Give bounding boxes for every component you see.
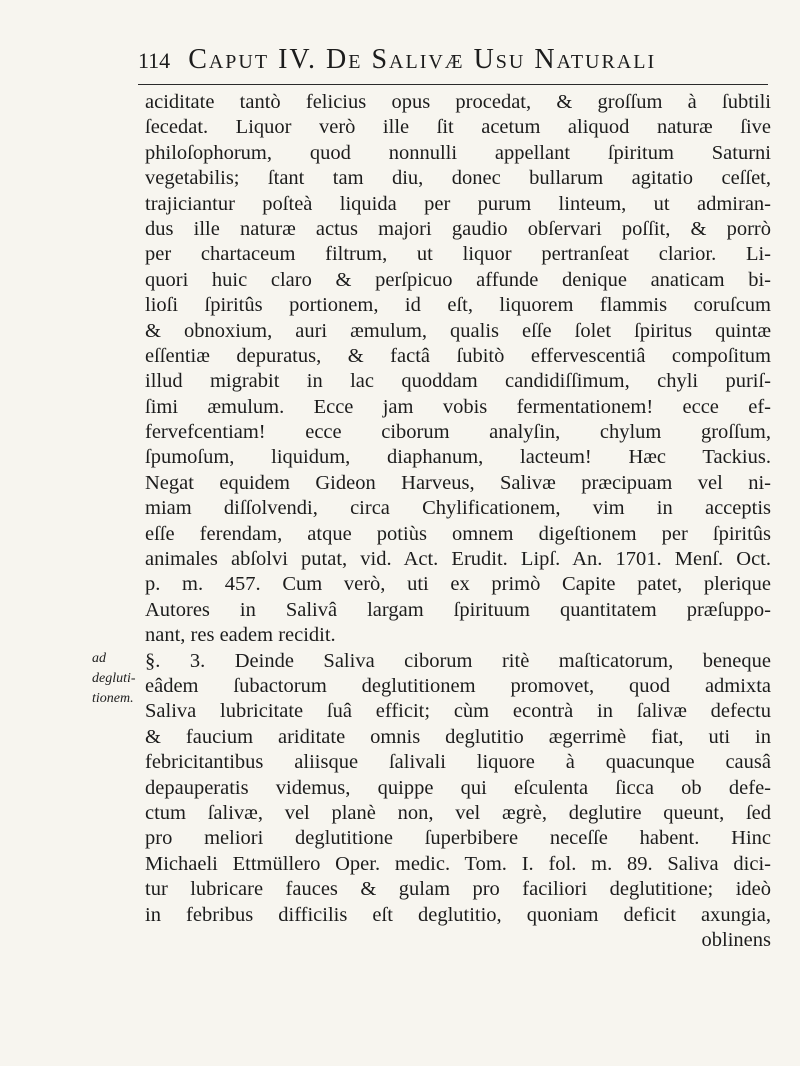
text-line: p. m. 457. Cum verò, uti ex primò Capite patet, plerique — [145, 573, 771, 596]
text-line: trajiciantur poſteà liquida per purum linteum, ut admiran- — [145, 192, 771, 215]
text-line: febricitantibus aliisque ſalivali liquore à quacunque causâ — [145, 751, 771, 774]
text-line: & faucium ariditate omnis deglutitio ægerrimè fiat, uti in — [145, 725, 771, 748]
text-line: & obnoxium, auri æmulum, qualis eſſe ſolet ſpiritus quintæ — [145, 319, 771, 342]
text-line: ctum ſalivæ, vel planè non, vel ægrè, deglutire queunt, ſed — [145, 801, 771, 824]
text-line: illud migrabit in lac quoddam candidiſſimum, chyli puriſ- — [145, 370, 771, 393]
text-line: per chartaceum filtrum, ut liquor pertranſeat clarior. Li- — [145, 243, 771, 266]
text-line: vegetabilis; ſtant tam diu, donec bullarum agitatio ceſſet, — [145, 167, 771, 190]
text-line: animales abſolvi putat, vid. Act. Erudit. Lipſ. An. 1701. Menſ. Oct. — [145, 548, 771, 571]
text-line: in febribus difficilis eſt deglutitio, quoniam deficit axungia, — [145, 903, 771, 926]
text-line: pro meliori deglutitione ſuperbibere neceſſe habent. Hinc — [145, 827, 771, 850]
text-line: ſecedat. Liquor verò ille ſit acetum aliquod naturæ ſive — [145, 116, 771, 139]
page-header — [138, 44, 768, 85]
page-number: 114 — [138, 48, 171, 73]
text-line: eſſentiæ depuratus, & factâ ſubitò effervescentiâ compoſitum — [145, 344, 771, 367]
text-line: §. 3. Deinde Saliva ciborum ritè maſticatorum, beneque — [145, 649, 771, 672]
text-line: aciditate tantò felicius opus procedat, & groſſum à ſubtili — [145, 91, 771, 113]
text-line: ſpumoſum, liquidum, diaphanum, lacteum! Hæc Tackius. — [145, 446, 771, 469]
text-line: eſſe ferendam, atque potiùs omnem digeſtionem per ſpiritûs — [145, 522, 771, 545]
text-line: quori huic claro & perſpicuo affunde denique anaticam bi- — [145, 268, 771, 291]
text-line: eâdem ſubactorum deglutitionem promovet, quod admixta — [145, 674, 771, 697]
margin-note-line: ad degluti- — [92, 651, 136, 686]
text-line: depauperatis videmus, quippe qui eſculenta ſicca ob defe- — [145, 776, 771, 799]
running-head: Caput IV. De Salivæ Usu Naturali — [188, 44, 657, 75]
text-line: tur lubricare fauces & gulam pro faciliori deglutitione; ideò — [145, 878, 771, 901]
text-line: fervefcentiam! ecce ciborum analyſin, chylum groſſum, — [145, 421, 771, 444]
text-line: nant, res eadem recidit. — [145, 624, 336, 647]
margin-note — [92, 649, 152, 709]
text-line: Negat equidem Gideon Harveus, Salivæ præcipuam vel ni- — [145, 471, 771, 494]
text-line: miam diſſolvendi, circa Chylificationem, vim in acceptis — [145, 497, 771, 520]
text-line: Michaeli Ettmüllero Oper. medic. Tom. I. fol. m. 89. Saliva dici- — [145, 852, 771, 875]
text-line: philoſophorum, quod nonnulli appellant ſpiritum Saturni — [145, 141, 771, 164]
margin-note-line: tionem. — [92, 691, 134, 706]
text-line: dus ille naturæ actus majori gaudio obſervari poſſit, & porrò — [145, 217, 771, 240]
catchword: oblinens — [701, 928, 771, 951]
text-line: Saliva lubricitate ſuâ efficit; cùm econtrà in ſalivæ defectu — [145, 700, 771, 723]
text-line: ſimi æmulum. Ecce jam vobis fermentationem! ecce ef- — [145, 395, 771, 418]
text-line: lioſi ſpiritûs portionem, id eſt, liquorem flammis coruſcum — [145, 294, 771, 317]
text-line: Autores in Salivâ largam ſpirituum quantitatem præſuppo- — [145, 598, 771, 621]
body-text — [145, 90, 771, 953]
